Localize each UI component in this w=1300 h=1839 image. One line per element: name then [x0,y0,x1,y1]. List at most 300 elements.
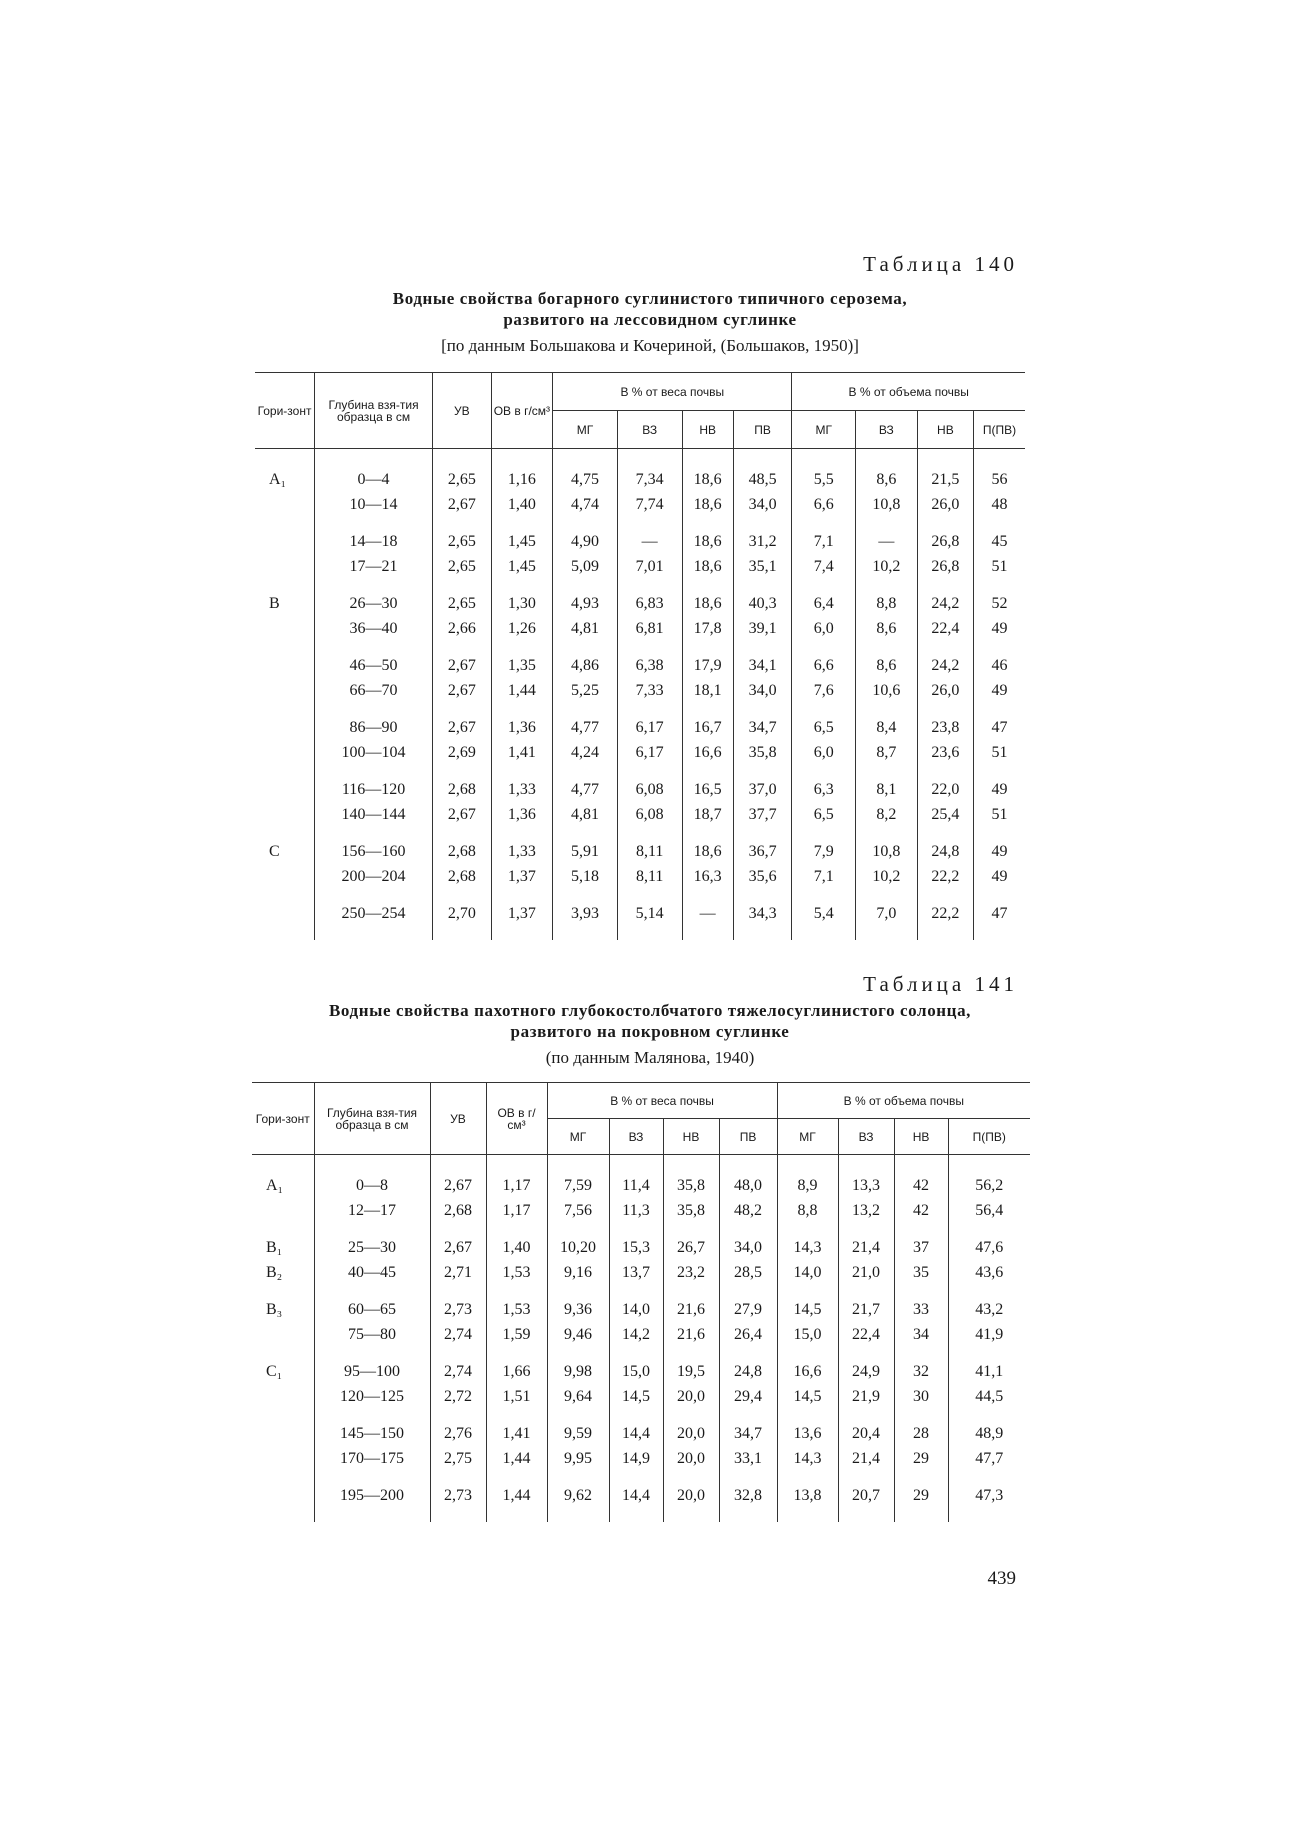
table-row [255,449,1025,493]
cell-ppv: 43,2 [948,1297,1030,1322]
cell-mg-volume: 6,0 [792,740,856,765]
cell-pv: 33,1 [719,1446,777,1471]
cell-uv: 2,70 [433,901,492,926]
cell-ov: 1,53 [486,1297,547,1322]
cell-pv: 34,3 [733,901,792,926]
filler-cell [974,926,1025,940]
filler-cell [486,1508,547,1522]
cell-depth: 66—70 [315,678,433,703]
spacer-cell [917,641,973,653]
cell-pv: 34,7 [733,715,792,740]
cell-ov: 1,30 [491,591,553,616]
header-uv: УВ [433,373,492,449]
cell-horizon: B₂ [266,1263,283,1281]
cell-horizon: B₃ [266,1300,283,1318]
cell-mg-volume: 14,3 [777,1235,838,1260]
cell-ppv: 56,4 [948,1198,1030,1223]
spacer-cell [792,641,856,653]
cell-mg-volume: 15,0 [777,1322,838,1347]
cell-uv: 2,74 [430,1322,486,1347]
cell-vz: 8,11 [617,864,682,889]
cell-mg-volume: 8,8 [777,1198,838,1223]
cell-depth: 17—21 [315,554,433,579]
spacer-cell [974,641,1025,653]
spacer-cell [682,579,733,591]
cell-ov: 1,36 [491,715,553,740]
row-spacer [252,1409,1030,1421]
cell-mg: 4,93 [553,591,618,616]
cell-depth: 116—120 [315,777,433,802]
header-volume-group: В % от объема почвы [777,1083,1030,1119]
cell-horizon: B₁ [266,1238,283,1256]
spacer-cell [617,889,682,901]
cell-ppv: 49 [974,616,1025,641]
header-mg: МГ [547,1119,609,1155]
cell-horizon [255,492,315,517]
spacer-cell [719,1409,777,1421]
spacer-cell [486,1285,547,1297]
table-141-source: (по данным Малянова, 1940) [545,1048,755,1067]
cell-vz-volume: 8,2 [856,802,918,827]
spacer-cell [733,641,792,653]
cell-mg-volume: 6,6 [792,492,856,517]
cell-vz: 6,17 [617,740,682,765]
spacer-cell [553,827,618,839]
spacer-cell [894,1471,948,1483]
cell-vz-volume: 8,6 [856,653,918,678]
cell-nv: 18,6 [682,591,733,616]
spacer-cell [719,1285,777,1297]
spacer-cell [948,1409,1030,1421]
cell-depth: 14—18 [315,529,433,554]
cell-horizon [252,1421,314,1446]
spacer-cell [682,517,733,529]
spacer-cell [314,1409,430,1421]
spacer-cell [894,1409,948,1421]
cell-vz-volume: 21,4 [838,1235,894,1260]
cell-vz-volume: 20,4 [838,1421,894,1446]
spacer-cell [255,765,315,777]
header-pv: ПВ [719,1119,777,1155]
cell-depth: 46—50 [315,653,433,678]
cell-vz: 14,4 [609,1421,663,1446]
cell-mg: 4,81 [553,802,618,827]
table-row [255,839,1025,864]
cell-mg: 4,90 [553,529,618,554]
row-spacer [252,1223,1030,1235]
row-spacer [255,641,1025,653]
cell-ppv: 47,7 [948,1446,1030,1471]
spacer-cell [733,889,792,901]
spacer-cell [433,641,492,653]
cell-nv: 21,6 [663,1297,719,1322]
cell-vz: 13,7 [609,1260,663,1285]
header-depth: Глубина взя-тия образца в см [315,373,433,449]
cell-mg-volume: 8,9 [777,1155,838,1199]
cell-nv-volume: 33 [894,1297,948,1322]
cell-ppv: 45 [974,529,1025,554]
cell-mg: 9,16 [547,1260,609,1285]
spacer-cell [719,1347,777,1359]
row-spacer [255,765,1025,777]
spacer-cell [255,703,315,715]
cell-pv: 36,7 [733,839,792,864]
cell-vz: 11,4 [609,1155,663,1199]
cell-vz-volume: 8,1 [856,777,918,802]
cell-mg-volume: 14,5 [777,1384,838,1409]
filler-cell [682,926,733,940]
cell-ov: 1,45 [491,529,553,554]
table-row [252,1155,1030,1199]
spacer-cell [491,765,553,777]
cell-uv: 2,69 [433,740,492,765]
cell-ppv: 41,9 [948,1322,1030,1347]
cell-nv-volume: 26,0 [917,678,973,703]
spacer-cell [486,1409,547,1421]
cell-vz: 14,9 [609,1446,663,1471]
cell-vz-volume: — [856,529,918,554]
cell-horizon [255,864,315,889]
spacer-cell [547,1347,609,1359]
filler-cell [553,926,618,940]
spacer-cell [430,1409,486,1421]
spacer-cell [733,517,792,529]
cell-depth: 250—254 [315,901,433,926]
cell-uv: 2,76 [430,1421,486,1446]
cell-uv: 2,74 [430,1359,486,1384]
spacer-cell [856,703,918,715]
cell-nv: 16,7 [682,715,733,740]
cell-depth: 0—4 [315,449,433,493]
spacer-cell [617,765,682,777]
cell-uv: 2,66 [433,616,492,641]
cell-nv: 20,0 [663,1421,719,1446]
filler-cell [733,926,792,940]
cell-mg-volume: 6,5 [792,715,856,740]
row-spacer [252,1471,1030,1483]
table-row [252,1198,1030,1223]
filler-cell [792,926,856,940]
spacer-cell [974,579,1025,591]
spacer-cell [663,1409,719,1421]
spacer-cell [255,889,315,901]
spacer-cell [553,641,618,653]
spacer-cell [974,889,1025,901]
cell-pv: 34,0 [719,1235,777,1260]
cell-mg-volume: 7,4 [792,554,856,579]
cell-vz: 7,34 [617,449,682,493]
cell-pv: 34,1 [733,653,792,678]
cell-nv-volume: 24,2 [917,653,973,678]
cell-ppv: 56,2 [948,1155,1030,1199]
spacer-cell [252,1285,314,1297]
cell-pv: 27,9 [719,1297,777,1322]
spacer-cell [486,1347,547,1359]
spacer-cell [792,827,856,839]
cell-uv: 2,65 [433,554,492,579]
header-ppv: П(ПВ) [948,1119,1030,1155]
cell-pv: 48,2 [719,1198,777,1223]
filler-cell [433,926,492,940]
cell-pv: 31,2 [733,529,792,554]
cell-ov: 1,17 [486,1155,547,1199]
table-141-label: Таблица 141 [863,972,1018,996]
header-volume-group: В % от объема почвы [792,373,1025,411]
cell-nv: 20,0 [663,1446,719,1471]
cell-vz-volume: 24,9 [838,1359,894,1384]
cell-vz-volume: 8,8 [856,591,918,616]
cell-ov: 1,51 [486,1384,547,1409]
row-spacer [252,1347,1030,1359]
table-row [255,492,1025,517]
cell-pv: 34,7 [719,1421,777,1446]
header-nv-volume: НВ [917,411,973,449]
spacer-cell [433,765,492,777]
cell-pv: 48,0 [719,1155,777,1199]
cell-nv-volume: 26,0 [917,492,973,517]
filler-cell [917,926,973,940]
spacer-cell [547,1223,609,1235]
table-141-body [252,1155,1030,1523]
cell-mg-volume: 16,6 [777,1359,838,1384]
cell-pv: 37,7 [733,802,792,827]
cell-nv-volume: 42 [894,1198,948,1223]
cell-uv: 2,73 [430,1297,486,1322]
cell-depth: 170—175 [314,1446,430,1471]
spacer-cell [894,1347,948,1359]
spacer-cell [430,1285,486,1297]
cell-ppv: 48 [974,492,1025,517]
cell-mg-volume: 14,3 [777,1446,838,1471]
cell-vz: 15,3 [609,1235,663,1260]
spacer-cell [553,889,618,901]
cell-uv: 2,67 [433,715,492,740]
spacer-cell [974,765,1025,777]
filler-cell [856,926,918,940]
cell-ov: 1,41 [491,740,553,765]
filler-cell [252,1508,314,1522]
table-row [255,529,1025,554]
cell-horizon: C₁ [266,1362,283,1380]
cell-nv: 18,6 [682,839,733,864]
table-row [255,616,1025,641]
spacer-cell [792,579,856,591]
cell-ppv: 51 [974,740,1025,765]
cell-ppv: 49 [974,864,1025,889]
spacer-cell [252,1223,314,1235]
cell-mg: 4,24 [553,740,618,765]
cell-mg-volume: 6,0 [792,616,856,641]
header-vz-volume: ВЗ [838,1119,894,1155]
cell-ppv: 49 [974,839,1025,864]
filler-cell [777,1508,838,1522]
cell-depth: 0—8 [314,1155,430,1199]
cell-nv-volume: 42 [894,1155,948,1199]
spacer-cell [617,579,682,591]
cell-ppv: 49 [974,678,1025,703]
cell-vz: 11,3 [609,1198,663,1223]
cell-vz-volume: 8,6 [856,449,918,493]
cell-depth: 36—40 [315,616,433,641]
table-row [252,1421,1030,1446]
spacer-cell [315,827,433,839]
spacer-cell [491,827,553,839]
cell-depth: 200—204 [315,864,433,889]
spacer-cell [856,517,918,529]
cell-mg: 5,91 [553,839,618,864]
cell-uv: 2,75 [430,1446,486,1471]
cell-vz: 14,4 [609,1483,663,1508]
spacer-cell [733,827,792,839]
cell-mg-volume: 6,6 [792,653,856,678]
cell-depth: 145—150 [314,1421,430,1446]
cell-depth: 25—30 [314,1235,430,1260]
cell-vz-volume: 13,2 [838,1198,894,1223]
cell-horizon [252,1483,314,1508]
filler-cell [719,1508,777,1522]
spacer-cell [553,517,618,529]
spacer-cell [252,1471,314,1483]
table-row [255,802,1025,827]
cell-pv: 32,8 [719,1483,777,1508]
cell-depth: 60—65 [314,1297,430,1322]
cell-ov: 1,40 [491,492,553,517]
cell-pv: 34,0 [733,492,792,517]
table-141-title-line1: Водные свойства пахотного глубокостолбчатого тяжелосуглинистого солонца, [328,1001,972,1020]
cell-vz: 6,08 [617,802,682,827]
cell-ov: 1,44 [486,1446,547,1471]
cell-ppv: 44,5 [948,1384,1030,1409]
row-spacer [255,517,1025,529]
spacer-cell [547,1285,609,1297]
spacer-cell [682,703,733,715]
header-mg: МГ [553,411,618,449]
cell-ov: 1,44 [486,1483,547,1508]
row-spacer [255,889,1025,901]
spacer-cell [553,703,618,715]
cell-nv-volume: 35 [894,1260,948,1285]
cell-depth: 100—104 [315,740,433,765]
cell-mg: 4,81 [553,616,618,641]
cell-mg-volume: 13,8 [777,1483,838,1508]
cell-depth: 140—144 [315,802,433,827]
cell-ov: 1,35 [491,653,553,678]
spacer-cell [255,579,315,591]
cell-ppv: 51 [974,554,1025,579]
cell-uv: 2,68 [433,864,492,889]
spacer-cell [255,827,315,839]
cell-horizon [252,1322,314,1347]
row-spacer [255,703,1025,715]
spacer-cell [733,765,792,777]
cell-vz-volume: 7,0 [856,901,918,926]
spacer-cell [617,641,682,653]
cell-vz: 5,14 [617,901,682,926]
cell-vz: 15,0 [609,1359,663,1384]
table-row [255,740,1025,765]
cell-vz: 6,83 [617,591,682,616]
table-row [252,1384,1030,1409]
cell-ov: 1,26 [491,616,553,641]
spacer-cell [777,1471,838,1483]
spacer-cell [838,1347,894,1359]
spacer-cell [792,765,856,777]
spacer-cell [553,765,618,777]
cell-mg-volume: 7,6 [792,678,856,703]
filler-cell [838,1508,894,1522]
spacer-cell [315,517,433,529]
spacer-cell [777,1285,838,1297]
cell-uv: 2,67 [430,1235,486,1260]
cell-vz-volume: 10,8 [856,492,918,517]
spacer-cell [663,1347,719,1359]
cell-mg-volume: 7,9 [792,839,856,864]
filler-cell [491,926,553,940]
cell-pv: 37,0 [733,777,792,802]
cell-nv: 20,0 [663,1384,719,1409]
cell-ov: 1,53 [486,1260,547,1285]
spacer-cell [948,1285,1030,1297]
cell-nv-volume: 23,6 [917,740,973,765]
cell-ppv: 47 [974,715,1025,740]
cell-nv: 17,9 [682,653,733,678]
cell-mg: 3,93 [553,901,618,926]
cell-horizon: B [269,594,280,612]
spacer-cell [430,1471,486,1483]
spacer-cell [682,889,733,901]
filler-cell [430,1508,486,1522]
cell-nv: 35,8 [663,1198,719,1223]
cell-ov: 1,33 [491,777,553,802]
cell-mg: 4,75 [553,449,618,493]
cell-nv: 21,6 [663,1322,719,1347]
spacer-cell [856,641,918,653]
cell-pv: 39,1 [733,616,792,641]
header-depth: Глубина взя-тия образца в см [314,1083,430,1155]
spacer-cell [609,1285,663,1297]
spacer-cell [663,1471,719,1483]
cell-vz-volume: 10,8 [856,839,918,864]
cell-mg-volume: 14,0 [777,1260,838,1285]
spacer-cell [838,1471,894,1483]
cell-ppv: 56 [974,449,1025,493]
cell-nv: 18,6 [682,529,733,554]
spacer-cell [491,579,553,591]
cell-horizon [255,802,315,827]
cell-vz-volume: 10,2 [856,554,918,579]
row-spacer [255,827,1025,839]
cell-mg: 7,59 [547,1155,609,1199]
cell-ov: 1,41 [486,1421,547,1446]
cell-horizon [255,678,315,703]
cell-nv: 16,6 [682,740,733,765]
row-spacer [252,1285,1030,1297]
cell-horizon [255,715,315,740]
spacer-cell [486,1223,547,1235]
spacer-cell [617,703,682,715]
cell-ov: 1,59 [486,1322,547,1347]
filler-cell [663,1508,719,1522]
spacer-cell [491,889,553,901]
cell-uv: 2,67 [433,802,492,827]
cell-mg: 9,62 [547,1483,609,1508]
cell-nv: 19,5 [663,1359,719,1384]
spacer-cell [547,1409,609,1421]
cell-ov: 1,44 [491,678,553,703]
spacer-cell [255,517,315,529]
spacer-cell [617,517,682,529]
spacer-cell [315,641,433,653]
